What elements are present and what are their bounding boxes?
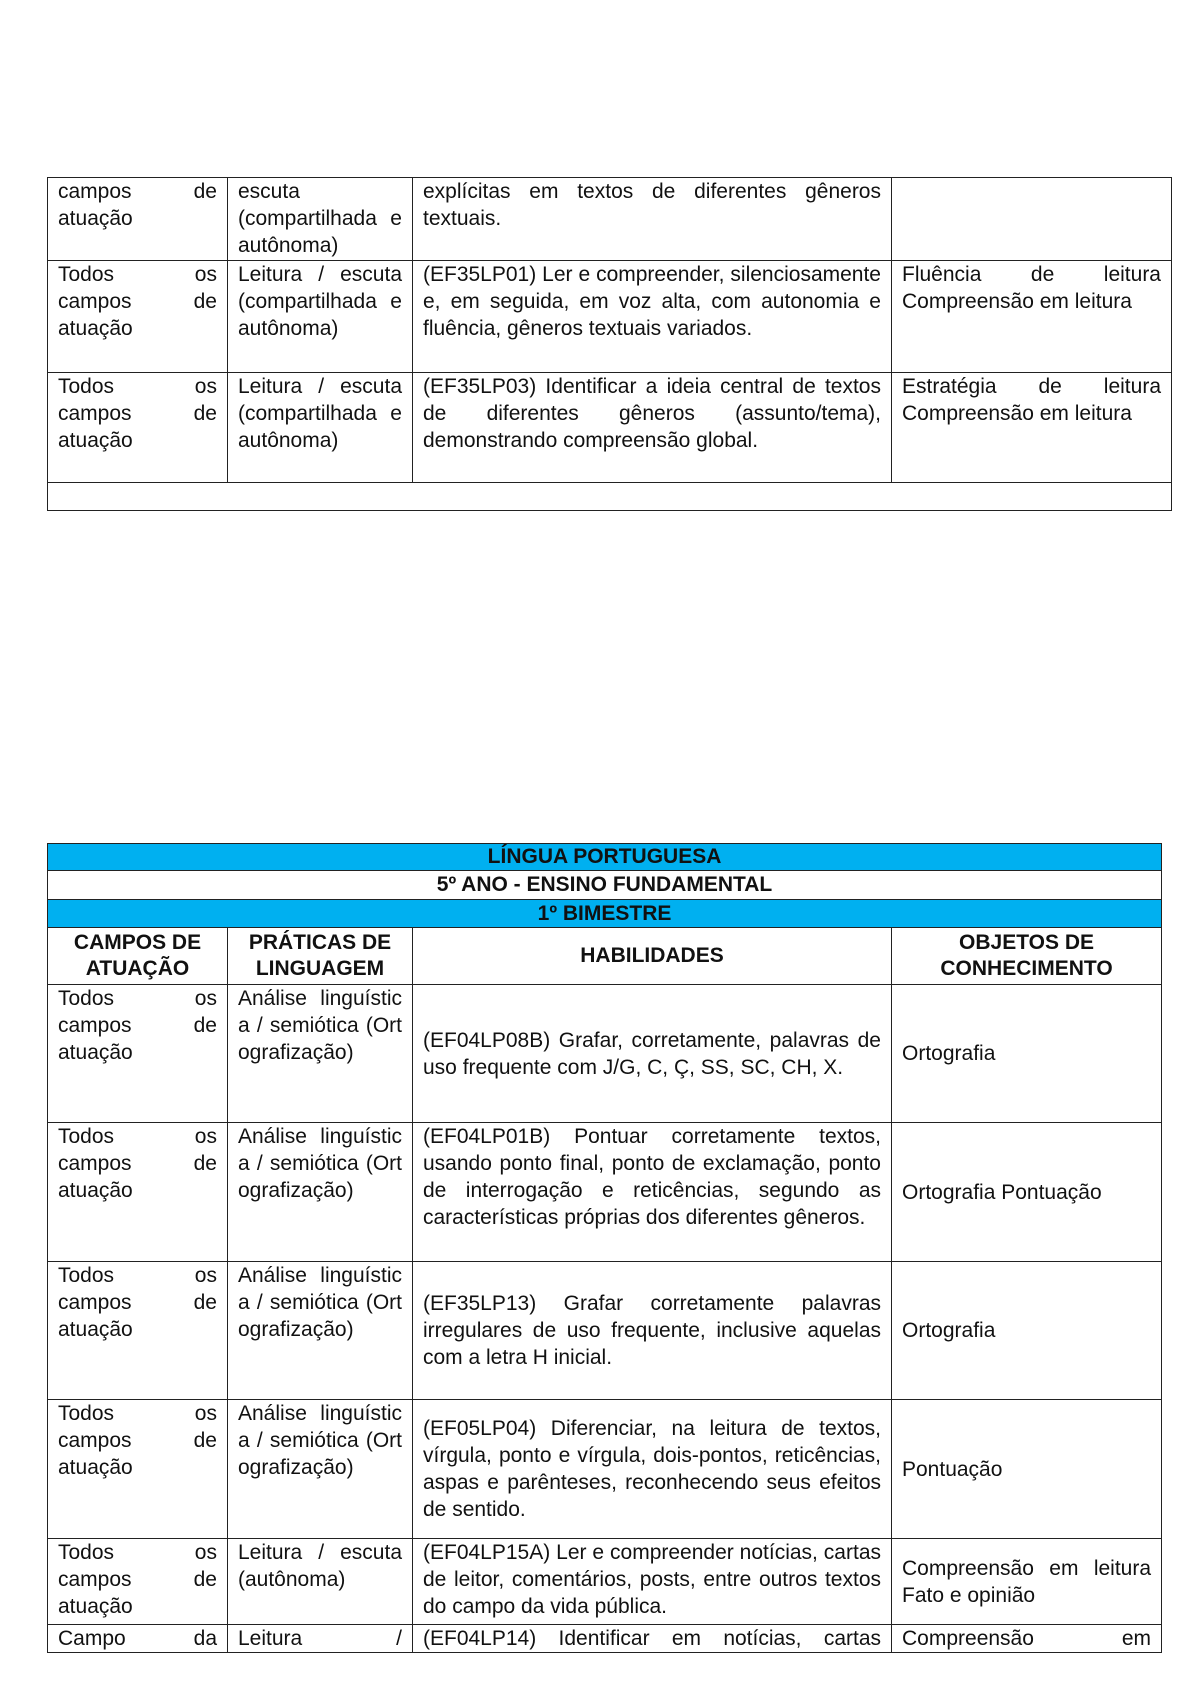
praticas-cell: Leitura / [228, 1625, 413, 1653]
empty-row [48, 483, 1172, 511]
term-title: 1º BIMESTRE [48, 900, 1162, 928]
habilidades-cell: explícitas em textos de diferentes gêneros textuais. [413, 178, 892, 261]
praticas-cell: escuta (compartilhada e autônoma) [228, 178, 413, 261]
praticas-cell: Análise linguística / semiótica (Ortografização) [228, 985, 413, 1123]
term-row [48, 900, 1162, 928]
praticas-cell: Análise linguística / semiótica (Ortografização) [228, 1123, 413, 1262]
objetos-cell: Compreensão em leitura Fato e opinião [892, 1539, 1162, 1625]
table-row [48, 1625, 1162, 1653]
table-row [48, 178, 1172, 261]
praticas-cell: Análise linguística / semiótica (Ortografização) [228, 1400, 413, 1539]
campos-cell: campos de atuação [48, 178, 228, 261]
title-row [48, 844, 1162, 871]
habilidades-cell: (EF35LP01) Ler e compreender, silenciosamente e, em seguida, em voz alta, com autonomia e fluência, gêneros textuais variados. [413, 261, 892, 373]
praticas-cell: Leitura / escuta (autônoma) [228, 1539, 413, 1625]
habilidades-cell: (EF04LP01B) Pontuar corretamente textos, usando ponto final, ponto de exclamação, ponto de interrogação e reticências, segundo as características próprias dos diferentes gêneros. [413, 1123, 892, 1262]
table-row [48, 1123, 1162, 1262]
header-praticas: PRÁTICAS DE LINGUAGEM [228, 928, 413, 985]
curriculum-table-continued [47, 177, 1172, 511]
table-row [48, 985, 1162, 1123]
praticas-cell: Leitura / escuta (compartilhada e autônoma) [228, 373, 413, 483]
campos-cell: Todos os campos de atuação [48, 373, 228, 483]
objetos-cell: Ortografia [892, 1262, 1162, 1400]
grade-row [48, 871, 1162, 900]
objetos-cell: Pontuação [892, 1400, 1162, 1539]
habilidades-cell: (EF35LP03) Identificar a ideia central de textos de diferentes gêneros (assunto/tema), demonstrando compreensão global. [413, 373, 892, 483]
table-row [48, 261, 1172, 373]
table-row [48, 373, 1172, 483]
empty-cell [48, 483, 1172, 511]
objetos-cell [892, 178, 1172, 261]
campos-cell: Todos os campos de atuação [48, 1123, 228, 1262]
campos-cell: Todos os campos de atuação [48, 985, 228, 1123]
objetos-cell: Compreensão em [892, 1625, 1162, 1653]
campos-cell: Todos os campos de atuação [48, 261, 228, 373]
habilidades-cell: (EF05LP04) Diferenciar, na leitura de textos, vírgula, ponto e vírgula, dois-pontos, reticências, aspas e parênteses, reconhecendo seus efeitos de sentido. [413, 1400, 892, 1539]
header-campos: CAMPOS DE ATUAÇÃO [48, 928, 228, 985]
campos-cell: Todos os campos de atuação [48, 1400, 228, 1539]
objetos-cell: Ortografia [892, 985, 1162, 1123]
praticas-cell: Leitura / escuta (compartilhada e autônoma) [228, 261, 413, 373]
praticas-cell: Análise linguística / semiótica (Ortografização) [228, 1262, 413, 1400]
header-objetos: OBJETOS DE CONHECIMENTO [892, 928, 1162, 985]
campos-cell: Campo da [48, 1625, 228, 1653]
campos-cell: Todos os campos de atuação [48, 1539, 228, 1625]
table-row [48, 1400, 1162, 1539]
table-row [48, 1539, 1162, 1625]
habilidades-cell: (EF04LP08B) Grafar, corretamente, palavras de uso frequente com J/G, C, Ç, SS, SC, CH, X. [413, 985, 892, 1123]
header-row [48, 928, 1162, 985]
header-habilidades: HABILIDADES [413, 928, 892, 985]
grade-title: 5º ANO - ENSINO FUNDAMENTAL [48, 871, 1162, 900]
curriculum-table [47, 843, 1162, 1653]
objetos-cell: Fluência de leitura Compreensão em leitura [892, 261, 1172, 373]
objetos-cell: Estratégia de leitura Compreensão em leitura [892, 373, 1172, 483]
objetos-cell: Ortografia Pontuação [892, 1123, 1162, 1262]
habilidades-cell: (EF04LP15A) Ler e compreender notícias, cartas de leitor, comentários, posts, entre outros textos do campo da vida pública. [413, 1539, 892, 1625]
subject-title: LÍNGUA PORTUGUESA [48, 844, 1162, 871]
campos-cell: Todos os campos de atuação [48, 1262, 228, 1400]
habilidades-cell: (EF04LP14) Identificar em notícias, cartas [413, 1625, 892, 1653]
table-row [48, 1262, 1162, 1400]
habilidades-cell: (EF35LP13) Grafar corretamente palavras irregulares de uso frequente, inclusive aquelas com a letra H inicial. [413, 1262, 892, 1400]
